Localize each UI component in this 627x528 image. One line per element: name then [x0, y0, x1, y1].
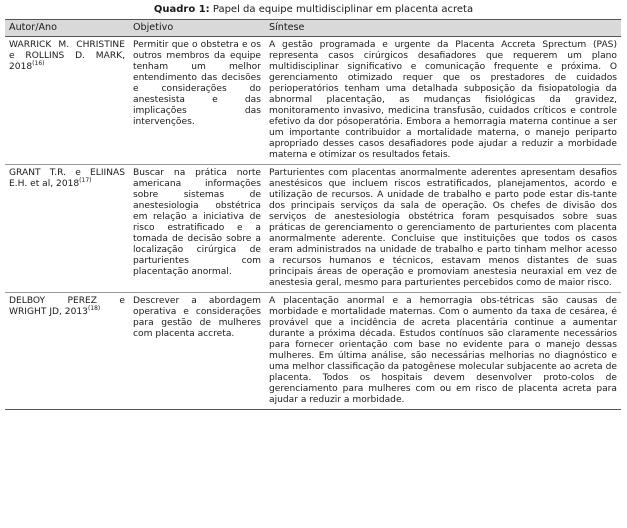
reference-number: (16) [32, 59, 45, 67]
cell-objective: Descrever a abordagem operativa e considerações para gestão de mulheres com placenta accreta. [129, 293, 265, 410]
cell-synthesis: A placentação anormal e a hemorragia obs-tétricas são causas de morbidade e mortalidade maternas. Com o aumento da taxa de cesárea, é provável que a incidência de acreta placentária continue a aumentar durante a próxima década. Estudos contínuos são claramente necessários para fornecer orientação com base no evidente para o manejo dessas mulheres. Em última análise, são necessárias melhorias no diagnóstico e uma melhor classificação da patogênese molecular subjacente ao acreta de placenta. Todos os hospitais devem desenvolver proto-colos de gerenciamento para mulheres com ou em risco de placenta acreta para ajudar a reduzir a morbidade. [265, 293, 621, 410]
cell-synthesis: Parturientes com placentas anormalmente aderentes apresentam desafios anestésicos que incluem riscos estratificados, planejamentos, acordo e utilização de recursos. A unidade de trabalho e parto pode estar dis-tante dos principais serviços da sala de operação. Os chefes de divisão dos serviços de anestesiologia obstétrica foram pesquisados sobre suas práticas de gerenciamento o gerenciamento de parturientes com placenta anormalmente aderente. Concluise que instituições que todos os casos eram administrados na unidade de trabalho e parto tinham melhor acesso a recursos humanos e técnicos, estavam menos distantes de suas principais áreas de operação e promoviam anestesia neuraxial em vez de anestesia geral, mesmo para parturientes percebidos como de maior risco. [265, 165, 621, 293]
cell-synthesis: A gestão programada e urgente da Placenta Accreta Sprectum (PAS) representa casos cirúrgicos desafiadores que requerem um plano multidisciplinar significativo e comunicação frequente e próxima. O gerenciamento otimizado requer que os prestadores de cuidados perioperatórios tenham uma detalhada subposição da fisiopatologia da abnormal placentação, as mudanças fisiológicas da gravidez, monitoramento invasivo, medicina transfusão, cuidados críticos e controle efetivo da dor pósoperatória. Embora a hemorragia materna continue a ser um importante contribuidor a mortalidade materna, o manejo periparto apropriado desses casos desafiadores pode ajudar a reduzir a morbidade materna e otimizar os resultados fetais. [269, 40, 617, 160]
caption-label: Quadro 1: [153, 4, 210, 15]
table-caption [5, 4, 622, 16]
table-row [5, 37, 621, 165]
cell-author [5, 37, 129, 165]
cell-author [5, 293, 129, 410]
header-synthesis: Síntese [265, 20, 621, 37]
cell-author [5, 165, 129, 293]
caption-text: Papel da equipe multidisciplinar em placenta acreta [212, 4, 474, 15]
author-name: GRANT T.R. e ELIINAS E.H. et al, 2018 [9, 168, 125, 189]
table-header-row [5, 20, 621, 37]
table-row [5, 165, 621, 293]
multidisciplinary-team-table [5, 19, 621, 410]
table-row [5, 293, 621, 410]
reference-number: (18) [87, 304, 101, 312]
author-name: WARRICK M. CHRISTINE e ROLLINS D. MARK, 2018 [9, 40, 125, 72]
cell-objective: Buscar na prática norte americana informações sobre sistemas de anestesiologia obstétrica em relação a iniciativa de risco estratificado e a tomada de decisão sobre a localização cirúrgica de parturientes com placentação anormal. [129, 165, 265, 293]
reference-number: (17) [79, 176, 92, 184]
author-name: DELBOY PEREZ e WRIGHT JD, 2013 [9, 296, 125, 317]
cell-objective: Permitir que o obstetra e os outros membros da equipe tenham um melhor entendimento das decisões e considerações do anestesista e das implicações das intervenções. [133, 40, 261, 127]
header-author-year: Autor/Ano [5, 20, 129, 37]
header-objective: Objetivo [129, 20, 265, 37]
